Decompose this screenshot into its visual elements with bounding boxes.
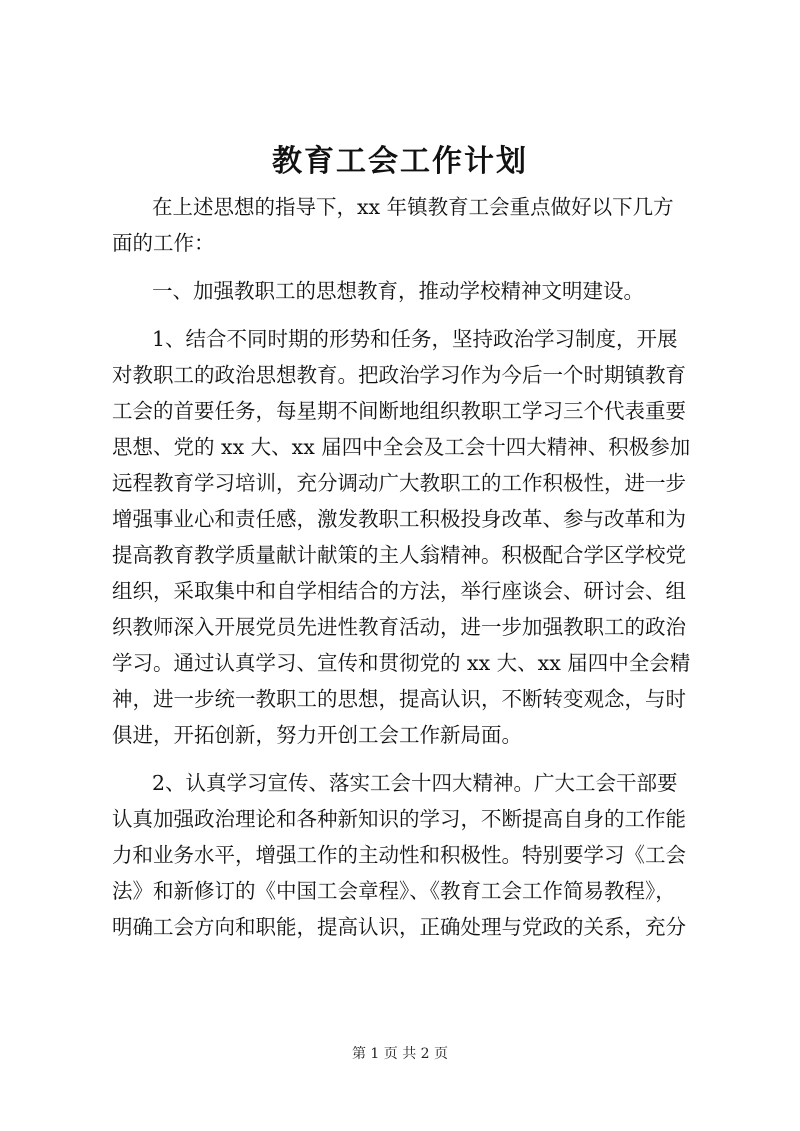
- paragraph-line: 面的工作：: [112, 231, 215, 255]
- section-heading: 一、加强教职工的思想教育，推动学校精神文明建设。: [152, 279, 644, 303]
- paragraph-line: 增强事业心和责任感，激发教职工积极投身改革、参与改革和为: [112, 507, 686, 531]
- paragraph-line: 工会的首要任务，每星期不间断地组织教职工学习三个代表重要: [112, 399, 686, 423]
- paragraph-line: 思想、党的 xx 大、xx 届四中全会及工会十四大精神、积极参加: [112, 435, 691, 459]
- document-title: 教育工会工作计划: [272, 144, 528, 179]
- paragraph-line: 神，进一步统一教职工的思想，提高认识，不断转变观念，与时: [112, 687, 686, 711]
- paragraph-line: 组织，采取集中和自学相结合的方法，举行座谈会、研讨会、组: [112, 579, 686, 603]
- paragraph-line: 远程教育学习培训，充分调动广大教职工的工作积极性，进一步: [112, 471, 686, 495]
- document-body: [112, 189, 692, 945]
- paragraph-line: 织教师深入开展党员先进性教育活动，进一步加强教职工的政治: [112, 615, 686, 639]
- paragraph-line: 学习。通过认真学习、宣传和贯彻党的 xx 大、xx 届四中全会精: [112, 651, 691, 675]
- page-number-footer: 第 1 页 共 2 页: [351, 1046, 449, 1062]
- paragraph-line: 法》和新修订的《中国工会章程》、《教育工会工作简易教程》，: [112, 879, 676, 903]
- paragraph-line: 提高教育教学质量献计献策的主人翁精神。积极配合学区学校党: [112, 543, 686, 567]
- paragraph-line: 力和业务水平，增强工作的主动性和积极性。特别要学习《工会: [112, 843, 686, 867]
- paragraph-line: 认真加强政治理论和各种新知识的学习，不断提高自身的工作能: [112, 807, 686, 831]
- paragraph-line: 2、认真学习宣传、落实工会十四大精神。广大工会干部要: [152, 771, 678, 795]
- paragraph-line: 对教职工的政治思想教育。把政治学习作为今后一个时期镇教育: [112, 363, 686, 387]
- paragraph-line: 明确工会方向和职能，提高认识，正确处理与党政的关系，充分: [112, 915, 686, 939]
- paragraph-line: 1、结合不同时期的形势和任务，坚持政治学习制度，开展: [152, 327, 678, 351]
- paragraph-line: 俱进，开拓创新，努力开创工会工作新局面。: [112, 723, 522, 747]
- paragraph-line: 在上述思想的指导下，xx 年镇教育工会重点做好以下几方: [152, 195, 674, 219]
